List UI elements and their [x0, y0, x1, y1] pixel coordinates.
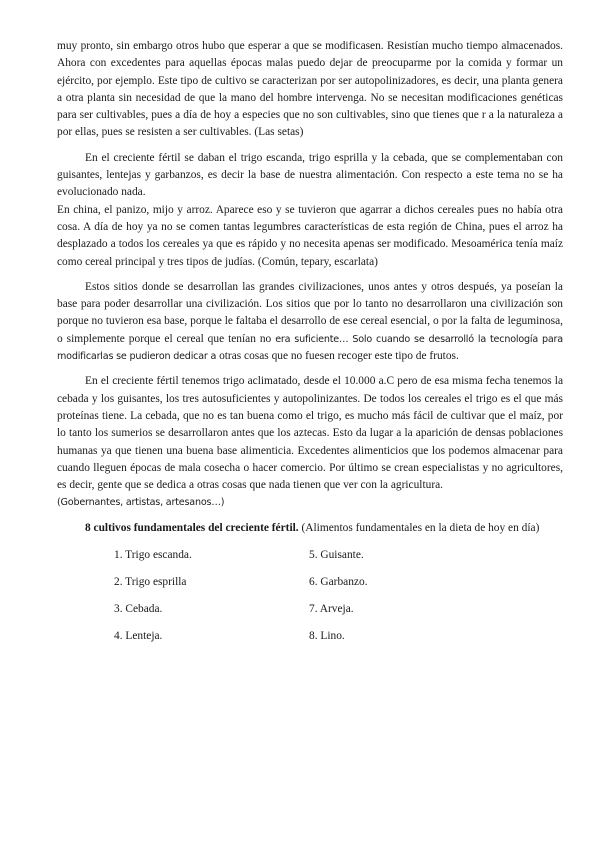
paragraph-wheat: En el creciente fértil tenemos trigo aclimatado, desde el 10.000 a.C pero de esa misma fecha tenemos la cebada y los guisantes, los tres autosuficientes y autopolinizantes. De todos los cereales el trigo es el que más proteínas tiene. La cebada, que no es tan buena como el trigo, es mucho más fácil de cultivar que el maíz, por lo tanto los sumerios se desarrollaron antes que los aztecas. Esto da lugar a la aparición de densas poblaciones humanas ya que tienen una buena base alimenticia. Excedentes alimenticios que los podemos almacenar para cuando lleguen épocas de mala cosecha o hacer comercio. Por último se crean especialistas y no agricultores, es decir, gente que se dedica a otras cosas que nada tienen que ver con la agricultura.	[57, 375, 563, 492]
crops-heading-title: 8 cultivos fundamentales del creciente fértil.	[85, 521, 299, 534]
civilizations-text: Estos sitios donde se desarrollan las grandes civilizaciones, unos antes y otros después, ya poseían la base para poder desarrollar una civilización. Los sitios que por lo tanto no desarrollaron una civilización son porque no tuvieron esa base, porque le faltaba el desarrollo de ese cereal esencial, o por la falta de leguminosa, o simplemente porque el cereal que tenían no	[57, 280, 563, 345]
crops-list	[57, 547, 563, 645]
crops-heading	[57, 520, 563, 537]
list-item: 3. Cebada.	[114, 603, 163, 616]
civilizations-ending: otras cosas que no fuesen recoger este tipo de frutos.	[219, 350, 459, 363]
list-item: 1. Trigo escanda.	[114, 549, 192, 562]
list-item: 4. Lenteja.	[114, 630, 163, 643]
list-item: 8. Lino.	[309, 630, 345, 643]
list-item: 5. Guisante.	[309, 549, 364, 562]
crops-heading-subtitle: (Alimentos fundamentales en la dieta de hoy en día)	[301, 521, 540, 534]
list-item: 6. Garbanzo.	[309, 576, 368, 589]
paragraph-fertile-crescent: En el creciente fértil se daban el trigo escanda, trigo esprilla y la cebada, que se complementaban con guisantes, lentejas y garbanzos, es decir la base de nuestra alimentación. Con respecto a este tema no se ha evolucionado nada.	[57, 151, 563, 199]
handwritten-note: (Gobernantes, artistas, artesanos…)	[57, 497, 225, 509]
list-item: 7. Arveja.	[309, 603, 354, 616]
paragraph-civilizations	[57, 279, 563, 365]
paragraph-storage: muy pronto, sin embargo otros hubo que esperar a que se modificasen. Resistían mucho tiempo almacenados. Ahora con excedentes para aquellas épocas malas puedo dejar de preocuparme por la comida y formar un ejército, por ejemplo. Este tipo de cultivo se caracterizan por ser autopolinizadores, es decir, una planta genera a otra planta sin necesidad de que la mano del hombre intervenga. No se necesitan modificaciones genéticas para ser cultivables, pues a día de hoy a especies que no son cultivables, sino que tienes que r a la naturaleza a por ellas, pues se resisten a ser cultivables. (Las setas)	[57, 40, 563, 139]
handwritten-insertion: era suficiente… Solo cuando se desarrolló la tecnología para modificarlas se pudieron dedicar a	[57, 333, 563, 363]
list-item: 2. Trigo esprilla	[114, 576, 187, 589]
paragraph-china: En china, el panizo, mijo y arroz. Aparece eso y se tuvieron que agarrar a dichos cereales pues no había otra cosa. A día de hoy ya no se comen tantas legumbres características de esta región de China, pues el arroz ha desplazado a todos los cereales ya que es rápido y no necesita apenas ser modificado. Mesoamérica tenía maíz como cereal principal y tres tipos de judías. (Común, tepary, escarlata)	[57, 203, 563, 268]
document-body	[57, 38, 563, 645]
